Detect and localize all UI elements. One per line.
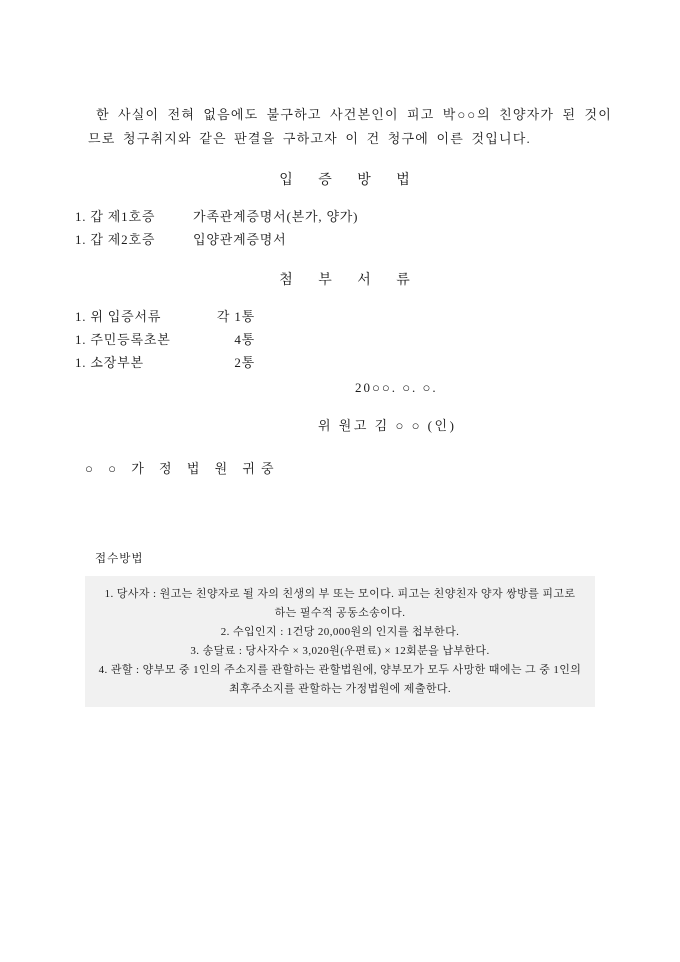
date-line: 20○○. ○. ○. [355, 380, 438, 395]
evidence-list-item [75, 228, 612, 251]
filing-method-line: 최후주소지를 관할하는 가정법원에 제출한다. [228, 683, 452, 695]
attachment-item-label: 1. 위 입증서류 [75, 309, 162, 324]
evidence-section-heading: 입 증 방 법 [279, 173, 421, 188]
attachment-item-count: 2통 [234, 355, 255, 370]
filing-method-box [85, 576, 595, 707]
evidence-item-value: 입양관계증명서 [193, 232, 287, 247]
attachments-list [75, 305, 612, 374]
attachments-section-heading: 첨 부 서 류 [279, 273, 421, 288]
evidence-item-label: 1. 갑 제2호증 [75, 232, 156, 247]
filing-method-line: 2. 수입인지 : 1건당 20,000원의 인지를 첩부한다. [220, 626, 460, 638]
attachment-item-label: 1. 주민등록초본 [75, 332, 171, 347]
attachment-item-count: 각 1통 [216, 309, 255, 324]
filing-method-line: 하는 필수적 공동소송이다. [274, 607, 406, 619]
filing-method-label: 접수방법 [95, 553, 144, 565]
attachment-item-label: 1. 소장부본 [75, 355, 144, 370]
court-addressee: ○ ○ 가 정 법 원 귀중 [85, 461, 280, 476]
filing-method-line: 3. 송달료 : 당사자수 × 3,020원(우편료) × 12회분을 납부한다. [190, 645, 490, 657]
attachment-list-item [75, 328, 612, 351]
filing-method-line: 1. 당사자 : 원고는 친양자로 될 자의 친생의 부 또는 모이다. 피고는 친양친자 양자 쌍방를 피고로 [104, 588, 576, 600]
attachment-item-count: 4통 [234, 332, 255, 347]
signature-line: 위 원고 김 ○ ○ (인) [318, 418, 457, 433]
attachment-list-item [75, 351, 612, 374]
evidence-item-label: 1. 갑 제1호증 [75, 209, 156, 224]
attachment-list-item [75, 305, 612, 328]
filing-method-line: 4. 관할 : 양부모 중 1인의 주소지를 관할하는 관할법원에, 양부모가 모두 사망한 때에는 그 중 1인의 [98, 664, 582, 676]
evidence-item-value: 가족관계증명서(본가, 양가) [193, 209, 359, 224]
evidence-list [75, 205, 612, 251]
closing-paragraph: 한 사실이 전혀 없음에도 불구하고 사건본인이 피고 박○○의 친양자가 된 것이므로 청구취지와 같은 판결을 구하고자 이 건 청구에 이른 것입니다. [88, 107, 612, 146]
evidence-list-item [75, 205, 612, 228]
